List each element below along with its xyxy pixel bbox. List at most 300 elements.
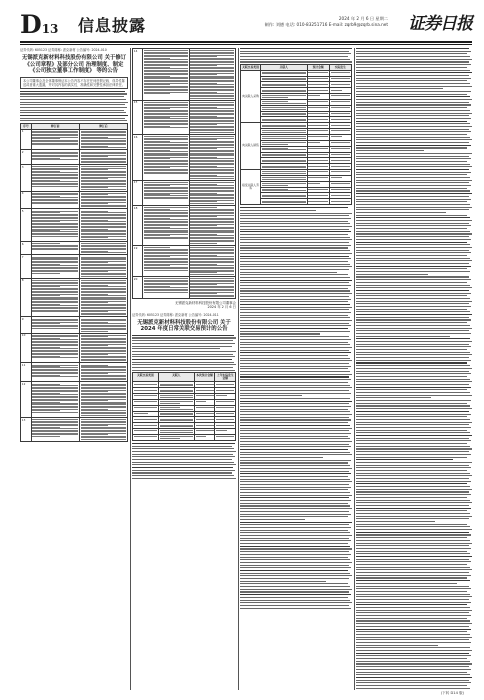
- text-line: [331, 160, 351, 161]
- column-d-body: [356, 48, 472, 690]
- text-line: [132, 340, 233, 341]
- text-line: [240, 288, 348, 289]
- text-line: [240, 393, 351, 394]
- text-line: [356, 239, 471, 240]
- text-line: [356, 556, 472, 557]
- text-line: [196, 384, 214, 385]
- text-line: [240, 562, 352, 563]
- text-line: [356, 212, 446, 213]
- text-line: [160, 432, 193, 433]
- text-line: [356, 220, 472, 221]
- text-line: [240, 309, 349, 310]
- text-line: [20, 115, 128, 116]
- text-line: [240, 401, 352, 402]
- text-line: [144, 198, 188, 199]
- text-line: [308, 130, 328, 131]
- column-b: [132, 48, 236, 690]
- table-row: [133, 435, 236, 441]
- text-line: [356, 352, 470, 353]
- text-line: [308, 201, 328, 202]
- text-line: [356, 48, 469, 49]
- text-line: [262, 173, 306, 174]
- table-cell: [215, 435, 236, 441]
- text-line: [196, 425, 214, 426]
- article-2-body: [132, 335, 236, 373]
- text-line: [356, 164, 470, 165]
- table-row: [133, 180, 236, 205]
- text-line: [331, 130, 351, 131]
- text-line: [240, 600, 350, 601]
- text-line: [240, 207, 348, 208]
- text-line: [356, 51, 471, 52]
- text-line: [240, 282, 349, 283]
- text-line: [356, 661, 470, 662]
- signature-company: 无锡派克新材料科技股份有限公司董事会: [174, 301, 236, 306]
- table-row: [21, 191, 128, 209]
- before-cell: [31, 363, 79, 382]
- text-line: [356, 663, 472, 664]
- text-line: [132, 346, 232, 347]
- text-line: [356, 217, 470, 218]
- text-line: [132, 478, 236, 479]
- text-line: [356, 395, 472, 396]
- text-line: [356, 623, 472, 624]
- text-line: [216, 430, 227, 431]
- text-line: [356, 448, 472, 449]
- text-line: [240, 395, 302, 396]
- text-line: [356, 561, 471, 562]
- text-line: [356, 260, 472, 261]
- table-row: [133, 134, 236, 180]
- before-cell: [31, 382, 79, 418]
- text-line: [308, 95, 320, 96]
- text-line: [240, 48, 352, 49]
- text-line: [240, 489, 348, 490]
- text-line: [240, 299, 351, 300]
- text-line: [308, 154, 328, 155]
- before-cell: [31, 317, 79, 333]
- text-line: [356, 454, 471, 455]
- text-line: [356, 115, 469, 116]
- text-line: [240, 586, 350, 587]
- text-line: [240, 594, 351, 595]
- text-line: [240, 226, 352, 227]
- text-line: [356, 341, 472, 342]
- text-line: [356, 156, 469, 157]
- text-line: [356, 647, 470, 648]
- text-line: [356, 440, 471, 441]
- table-header-cell: 序号: [21, 124, 32, 130]
- text-line: [240, 218, 351, 219]
- text-line: [262, 161, 306, 162]
- text-line: [262, 144, 288, 145]
- text-line: [356, 400, 471, 401]
- text-line: [240, 570, 348, 571]
- after-cell: [79, 150, 127, 165]
- text-line: [356, 559, 469, 560]
- text-line: [356, 529, 472, 530]
- text-line: [240, 269, 349, 270]
- text-line: [32, 311, 78, 312]
- text-line: [356, 655, 471, 656]
- text-line: [240, 344, 350, 345]
- text-line: [240, 379, 351, 380]
- text-line: [356, 473, 470, 474]
- before-cell: [143, 134, 189, 180]
- after-cell: [189, 134, 235, 180]
- text-line: [356, 309, 467, 310]
- text-line: [356, 75, 469, 76]
- text-line: [240, 457, 323, 458]
- text-line: [240, 422, 348, 423]
- text-line: [144, 270, 188, 271]
- text-line: [356, 67, 467, 68]
- text-line: [331, 78, 351, 79]
- article-code-line-2: 证券代码: 605123 证券简称: 派克新材 公告编号: 2024-011: [132, 312, 219, 317]
- text-line: [240, 487, 351, 488]
- text-line: [308, 195, 328, 196]
- after-cell: [189, 245, 235, 276]
- text-line: [331, 72, 351, 73]
- text-line: [356, 290, 469, 291]
- text-line: [240, 290, 350, 291]
- text-line: [240, 465, 350, 466]
- text-line: [240, 532, 350, 533]
- text-line: [240, 505, 350, 506]
- text-line: [132, 364, 236, 365]
- text-line: [240, 500, 351, 501]
- text-line: [356, 61, 469, 62]
- text-line: [160, 414, 193, 415]
- before-cell: [31, 241, 79, 254]
- row-number: 3: [21, 165, 32, 192]
- text-line: [132, 348, 220, 349]
- table-header-cell: 关联人: [158, 373, 194, 382]
- before-cell: [31, 255, 79, 279]
- text-line: [240, 256, 349, 257]
- text-line: [262, 179, 306, 180]
- text-line: [32, 376, 78, 377]
- text-line: [240, 385, 350, 386]
- text-line: [356, 658, 467, 659]
- text-line: [240, 339, 351, 340]
- text-line: [262, 155, 306, 156]
- text-line: [356, 142, 469, 143]
- text-line: [240, 430, 349, 431]
- text-line: [240, 522, 352, 523]
- text-line: [132, 351, 236, 352]
- text-line: [308, 136, 328, 137]
- row-number: 19: [133, 245, 143, 276]
- text-line: [356, 416, 467, 417]
- text-line: [356, 612, 469, 613]
- text-line: [20, 96, 124, 97]
- text-line: [356, 427, 471, 428]
- text-line: [356, 360, 471, 361]
- text-line: [356, 575, 471, 576]
- table-row: [133, 245, 236, 276]
- row-number: 1: [21, 129, 32, 150]
- text-line: [240, 557, 348, 558]
- text-line: [356, 588, 471, 589]
- text-line: [240, 363, 349, 364]
- text-line: [240, 325, 351, 326]
- text-line: [20, 99, 126, 100]
- text-line: [356, 338, 470, 339]
- text-line: [356, 489, 472, 490]
- text-line: [356, 228, 467, 229]
- text-line: [262, 190, 306, 191]
- text-line: [356, 139, 472, 140]
- before-cell: [143, 100, 189, 134]
- text-line: [331, 154, 351, 155]
- amendment-table-continued: [132, 48, 236, 299]
- text-line: [216, 390, 234, 391]
- text-line: [356, 349, 467, 350]
- row-number: 20: [133, 277, 143, 299]
- text-line: [356, 166, 472, 167]
- text-line: [262, 126, 306, 127]
- text-line: [356, 387, 471, 388]
- text-line: [240, 567, 351, 568]
- text-line: [20, 107, 127, 108]
- before-cell: [31, 333, 79, 363]
- text-line: [356, 379, 470, 380]
- date-line: 2024 年 2 月 6 日 星期二: [338, 16, 388, 21]
- text-line: [356, 532, 469, 533]
- text-line: [240, 250, 350, 251]
- text-line: [132, 356, 235, 357]
- row-number: 18: [133, 205, 143, 245]
- text-line: [356, 424, 469, 425]
- text-line: [262, 120, 306, 121]
- page-number: 13: [41, 22, 59, 36]
- text-line: [144, 93, 170, 94]
- column-c: [240, 48, 352, 690]
- text-line: [240, 444, 349, 445]
- masthead-rule-thin: [20, 44, 472, 45]
- text-line: [240, 336, 349, 337]
- text-line: [20, 112, 126, 113]
- text-line: [356, 502, 472, 503]
- text-line: [356, 282, 467, 283]
- text-line: [356, 408, 472, 409]
- text-line: [132, 354, 233, 355]
- row-number: 2: [21, 150, 32, 165]
- text-line: [240, 449, 348, 450]
- text-line: [240, 331, 350, 332]
- text-line: [356, 462, 472, 463]
- text-line: [240, 508, 352, 509]
- text-line: [240, 312, 351, 313]
- amendment-table: [20, 123, 128, 442]
- column-divider: [238, 48, 239, 690]
- text-line: [81, 415, 127, 416]
- text-line: [240, 234, 348, 235]
- text-line: [356, 268, 467, 269]
- text-line: [20, 102, 128, 103]
- text-line: [356, 134, 467, 135]
- text-line: [331, 142, 351, 143]
- text-line: [356, 121, 467, 122]
- text-line: [356, 682, 471, 683]
- text-line: [240, 56, 348, 57]
- text-line: [356, 438, 469, 439]
- text-line: [356, 362, 467, 363]
- text-line: [356, 637, 472, 638]
- text-line: [356, 467, 471, 468]
- text-line: [356, 328, 472, 329]
- text-line: [240, 368, 348, 369]
- text-line: [240, 409, 348, 410]
- text-line: [356, 150, 424, 151]
- text-line: [356, 569, 472, 570]
- text-line: [240, 360, 352, 361]
- article-2-body-cont: [132, 443, 236, 481]
- text-line: [20, 118, 125, 119]
- text-line: [240, 307, 352, 308]
- text-line: [356, 419, 470, 420]
- text-line: [240, 468, 352, 469]
- text-line: [240, 277, 350, 278]
- text-line: [20, 104, 125, 105]
- text-line: [356, 650, 472, 651]
- text-line: [190, 203, 234, 204]
- text-line: [356, 432, 470, 433]
- text-line: [331, 171, 351, 172]
- text-line: [308, 160, 328, 161]
- text-line: [356, 274, 428, 275]
- text-line: [356, 373, 471, 374]
- text-line: [20, 93, 127, 94]
- text-line: [356, 486, 470, 487]
- text-line: [216, 413, 234, 414]
- before-cell: [143, 277, 189, 299]
- text-line: [356, 572, 469, 573]
- article-intro: [20, 91, 128, 123]
- text-line: [81, 206, 127, 207]
- text-line: [132, 446, 232, 447]
- text-line: [308, 183, 320, 184]
- text-line: [356, 405, 470, 406]
- text-line: [132, 472, 232, 473]
- text-line: [240, 411, 350, 412]
- text-line: [240, 543, 348, 544]
- text-line: [190, 274, 234, 275]
- after-cell: [189, 49, 235, 101]
- text-line: [356, 478, 469, 479]
- text-line: [240, 471, 349, 472]
- text-line: [132, 362, 234, 363]
- text-line: [240, 272, 337, 273]
- text-line: [240, 546, 350, 547]
- text-line: [356, 94, 467, 95]
- text-line: [356, 392, 470, 393]
- text-line: [356, 158, 471, 159]
- text-line: [240, 333, 320, 334]
- after-cell: [79, 165, 127, 192]
- after-cell: [189, 205, 235, 245]
- text-line: [134, 401, 157, 402]
- text-line: [216, 425, 234, 426]
- text-line: [356, 543, 472, 544]
- text-line: [240, 213, 352, 214]
- column-divider: [354, 48, 355, 690]
- text-line: [356, 298, 470, 299]
- text-line: [331, 84, 351, 85]
- text-line: [240, 578, 349, 579]
- column-a: [20, 48, 128, 690]
- text-line: [132, 367, 233, 368]
- table-row: [21, 209, 128, 242]
- text-line: [240, 328, 348, 329]
- text-line: [356, 204, 470, 205]
- row-number: 7: [21, 255, 32, 279]
- row-number: 12: [21, 382, 32, 418]
- text-line: [356, 177, 470, 178]
- text-line: [356, 594, 470, 595]
- group-label: 向关联人销售: [241, 123, 261, 170]
- text-line: [331, 189, 351, 190]
- text-line: [240, 605, 349, 606]
- text-line: [356, 306, 471, 307]
- text-line: [356, 483, 467, 484]
- text-line: [132, 454, 233, 455]
- text-line: [240, 253, 352, 254]
- text-line: [262, 73, 306, 74]
- text-line: [356, 596, 472, 597]
- table-header-cell: 预计金额: [307, 65, 329, 71]
- text-line: [356, 631, 467, 632]
- table-row: [21, 255, 128, 279]
- text-line: [356, 83, 470, 84]
- text-line: [356, 537, 467, 538]
- text-line: [32, 159, 78, 160]
- row-number: 8: [21, 278, 32, 317]
- text-line: [240, 406, 351, 407]
- text-line: [240, 264, 350, 265]
- text-line: [356, 634, 470, 635]
- text-line: [160, 385, 193, 386]
- after-cell: [79, 209, 127, 242]
- text-line: [240, 414, 352, 415]
- table-row: [21, 165, 128, 192]
- text-line: [356, 666, 469, 667]
- text-line: [356, 371, 469, 372]
- after-cell: [79, 382, 127, 418]
- text-line: [240, 481, 352, 482]
- row-number: 16: [133, 134, 143, 180]
- article-code-line: 证券代码: 605123 证券简称: 派克新材 公告编号: 2024-010: [20, 48, 107, 52]
- text-line: [240, 436, 348, 437]
- related-party-table: [240, 64, 352, 205]
- text-line: [356, 586, 469, 587]
- text-line: [356, 629, 471, 630]
- text-line: [356, 446, 470, 447]
- text-line: [331, 166, 351, 167]
- text-line: [262, 167, 306, 168]
- before-cell: [31, 209, 79, 242]
- row-number: 10: [21, 333, 32, 363]
- text-line: [240, 371, 350, 372]
- text-line: [356, 255, 467, 256]
- text-line: [262, 196, 306, 197]
- text-line: [240, 479, 350, 480]
- text-line: [356, 414, 471, 415]
- text-line: [240, 61, 352, 62]
- text-line: [240, 417, 349, 418]
- text-line: [356, 685, 467, 686]
